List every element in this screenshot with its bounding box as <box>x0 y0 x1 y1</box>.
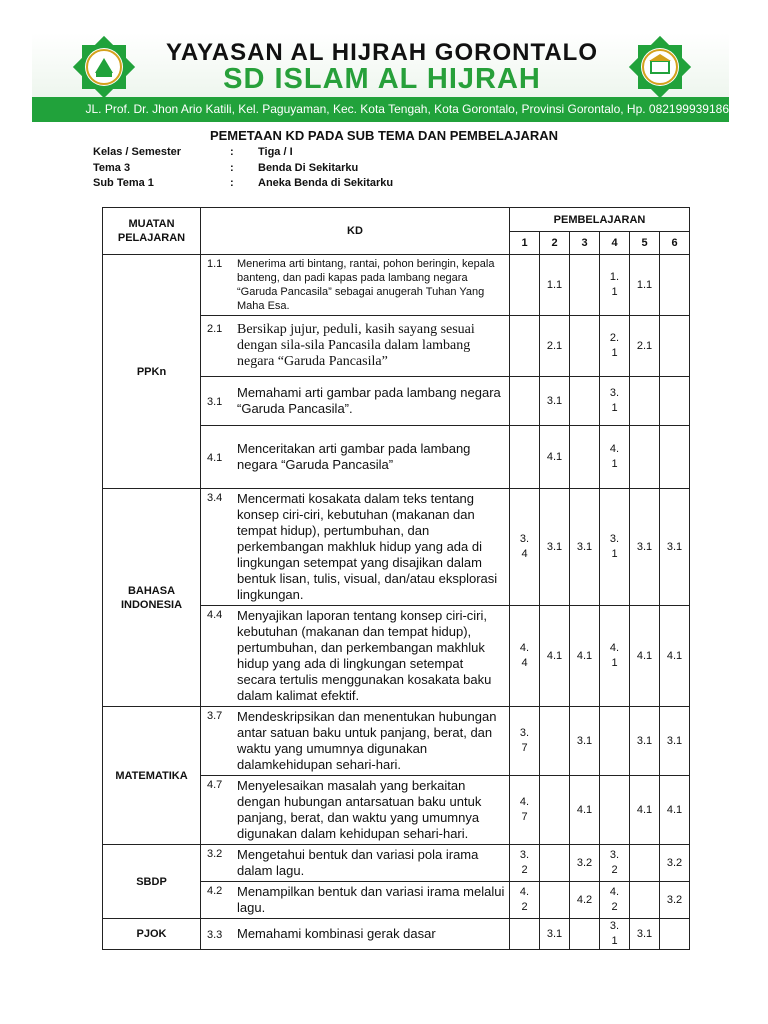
header-col-6: 6 <box>660 232 690 255</box>
document-title: PEMETAAN KD PADA SUB TEMA DAN PEMBELAJARAN <box>209 128 559 143</box>
learning-cell <box>570 919 600 950</box>
learning-cell: 3. 1 <box>600 919 630 950</box>
header-subject: MUATAN PELAJARAN <box>103 208 201 255</box>
subject-matematika: MATEMATIKA <box>103 707 201 845</box>
kd-number: 3.4 <box>207 492 223 504</box>
kd-number: 4.2 <box>207 885 223 897</box>
learning-cell <box>630 377 660 426</box>
learning-cell <box>510 919 540 950</box>
learning-cell: 4.1 <box>540 606 570 707</box>
learning-cell <box>510 316 540 377</box>
table-row <box>103 707 690 776</box>
kd-number: 3.1 <box>207 395 223 408</box>
school-address: JL. Prof. Dr. Jhon Ario Katili, Kel. Paguyaman, Kec. Kota Tengah, Kota Gorontalo, Provinsi Gorontalo, Hp. 082199939186 <box>85 102 729 116</box>
learning-cell: 4.1 <box>570 606 600 707</box>
header-col-2: 2 <box>540 232 570 255</box>
meta-separator: : <box>230 162 234 174</box>
learning-cell: 3. 7 <box>510 707 540 776</box>
kd-number: 4.7 <box>207 779 223 791</box>
learning-cell: 4. 2 <box>600 882 630 919</box>
meta-value: Benda Di Sekitarku <box>258 162 359 174</box>
kd-text: Mencermati kosakata dalam teks tentang konsep ciri-ciri, kebutuhan (makanan dan tempat hidup), pertumbuhan, dan perkembangan makhluk hidup yang ada di lingkungan setempat yang disajikan dalam bentuk lisan, tulis, visual, dan/atau eksplorasi lingkungan. <box>237 491 498 602</box>
subject-bahasa-indonesia: BAHASA INDONESIA <box>103 489 201 707</box>
learning-cell <box>540 707 570 776</box>
learning-cell: 4.2 <box>570 882 600 919</box>
learning-cell: 2.1 <box>540 316 570 377</box>
subject-ppkn: PPKn <box>103 255 201 489</box>
kd-number: 3.7 <box>207 710 223 722</box>
learning-cell: 3.1 <box>540 489 570 606</box>
learning-cell <box>600 776 630 845</box>
meta-key: Tema 3 <box>93 162 131 174</box>
learning-cell: 3.1 <box>660 707 690 776</box>
subject-pjok: PJOK <box>103 919 201 950</box>
meta-key: Kelas / Semester <box>93 146 182 158</box>
learning-cell <box>660 426 690 489</box>
learning-cell: 3. 2 <box>600 845 630 882</box>
learning-cell: 1.1 <box>540 255 570 316</box>
learning-cell: 4. 1 <box>600 426 630 489</box>
learning-cell: 3.1 <box>630 919 660 950</box>
meta-value: Aneka Benda di Sekitarku <box>258 177 394 189</box>
letterhead-banner <box>32 33 729 122</box>
learning-cell: 3.1 <box>540 377 570 426</box>
learning-cell: 3. 1 <box>600 489 630 606</box>
meta-separator: : <box>230 177 234 189</box>
header-col-4: 4 <box>600 232 630 255</box>
header-kd: KD <box>201 208 510 255</box>
kd-number: 4.1 <box>207 451 223 464</box>
kd-number: 1.1 <box>207 258 223 270</box>
learning-cell <box>660 919 690 950</box>
learning-cell: 4. 4 <box>510 606 540 707</box>
header-col-1: 1 <box>510 232 540 255</box>
kd-text: Memahami kombinasi gerak dasar <box>237 926 436 941</box>
learning-cell: 3.2 <box>570 845 600 882</box>
learning-cell: 3.1 <box>630 489 660 606</box>
learning-cell: 3.1 <box>630 707 660 776</box>
learning-cell: 3.1 <box>570 707 600 776</box>
learning-cell: 4.1 <box>660 606 690 707</box>
learning-cell: 3.2 <box>660 882 690 919</box>
learning-cell: 3. 1 <box>600 377 630 426</box>
kd-text: Menyelesaikan masalah yang berkaitan dengan hubungan antarsatuan baku untuk panjang, berat, dan waktu yang umumnya digunakan dalam kehidupan sehari-hari. <box>237 778 482 841</box>
subject-sbdp: SBDP <box>103 845 201 919</box>
meta-key: Sub Tema 1 <box>93 177 154 189</box>
table-row <box>103 489 690 606</box>
learning-cell: 4.1 <box>630 776 660 845</box>
kd-text: Mendeskripsikan dan menentukan hubungan antar satuan baku untuk panjang, berat, dan waktu yang umumnya digunakan dalamkehidupan sehari-hari. <box>237 709 497 772</box>
kd-text: Menyajikan laporan tentang konsep ciri-ciri, kebutuhan (makanan dan tempat hidup), pertumbuhan, dan perkembangan makhluk hidup yang ada di lingkungan setempat secara tertulis menggunakan kosakata baku dalam kalimat efektif. <box>237 608 492 703</box>
learning-cell <box>510 426 540 489</box>
learning-cell <box>660 377 690 426</box>
learning-cell <box>570 255 600 316</box>
learning-cell: 4.1 <box>630 606 660 707</box>
kd-text: Menampilkan bentuk dan variasi irama melalui lagu. <box>237 884 505 915</box>
learning-cell: 1.1 <box>630 255 660 316</box>
learning-cell: 1. 1 <box>600 255 630 316</box>
learning-cell <box>570 426 600 489</box>
learning-cell <box>630 426 660 489</box>
learning-cell: 4.1 <box>570 776 600 845</box>
school-name: SD ISLAM AL HIJRAH <box>223 63 541 95</box>
table-row <box>103 919 690 950</box>
learning-cell <box>630 845 660 882</box>
learning-cell: 4.1 <box>540 426 570 489</box>
learning-cell <box>540 845 570 882</box>
learning-cell: 3.1 <box>570 489 600 606</box>
meta-separator: : <box>230 146 234 158</box>
kd-number: 3.3 <box>207 928 223 941</box>
table-row <box>103 845 690 882</box>
learning-cell: 3. 2 <box>510 845 540 882</box>
learning-cell <box>660 255 690 316</box>
learning-cell <box>540 882 570 919</box>
learning-cell <box>600 707 630 776</box>
kd-number: 3.2 <box>207 848 223 860</box>
learning-cell <box>570 377 600 426</box>
learning-cell: 4. 2 <box>510 882 540 919</box>
learning-cell <box>660 316 690 377</box>
kd-number: 4.4 <box>207 609 223 621</box>
learning-cell: 2. 1 <box>600 316 630 377</box>
kd-number: 2.1 <box>207 323 223 335</box>
kd-text: Memahami arti gambar pada lambang negara “Garuda Pancasila”. <box>237 385 501 416</box>
header-learning: PEMBELAJARAN <box>510 208 690 232</box>
learning-cell: 3.2 <box>660 845 690 882</box>
foundation-name: YAYASAN AL HIJRAH GORONTALO <box>166 39 598 66</box>
learning-cell <box>510 255 540 316</box>
learning-cell <box>570 316 600 377</box>
header-col-3: 3 <box>570 232 600 255</box>
kd-text: Menceritakan arti gambar pada lambang negara “Garuda Pancasila” <box>237 441 471 472</box>
learning-cell <box>540 776 570 845</box>
learning-cell: 2.1 <box>630 316 660 377</box>
meta-value: Tiga / I <box>258 146 293 158</box>
learning-cell: 4.1 <box>660 776 690 845</box>
header-col-5: 5 <box>630 232 660 255</box>
learning-cell: 4. 7 <box>510 776 540 845</box>
kd-text: Mengetahui bentuk dan variasi pola irama dalam lagu. <box>237 847 479 878</box>
kd-mapping-table <box>102 207 690 950</box>
learning-cell: 4. 1 <box>600 606 630 707</box>
kd-text: Bersikap jujur, peduli, kasih sayang sesuai dengan sila-sila Pancasila dalam lambang negara “Garuda Pancasila” <box>237 322 475 369</box>
learning-cell <box>510 377 540 426</box>
learning-cell: 3.1 <box>660 489 690 606</box>
learning-cell: 3.1 <box>540 919 570 950</box>
learning-cell: 3. 4 <box>510 489 540 606</box>
learning-cell <box>630 882 660 919</box>
table-row <box>103 255 690 316</box>
kd-text: Menerima arti bintang, rantai, pohon beringin, kepala banteng, dan padi kapas pada lambang negara “Garuda Pancasila” sebagai anugerah Tuhan Yang Maha Esa. <box>237 258 495 312</box>
